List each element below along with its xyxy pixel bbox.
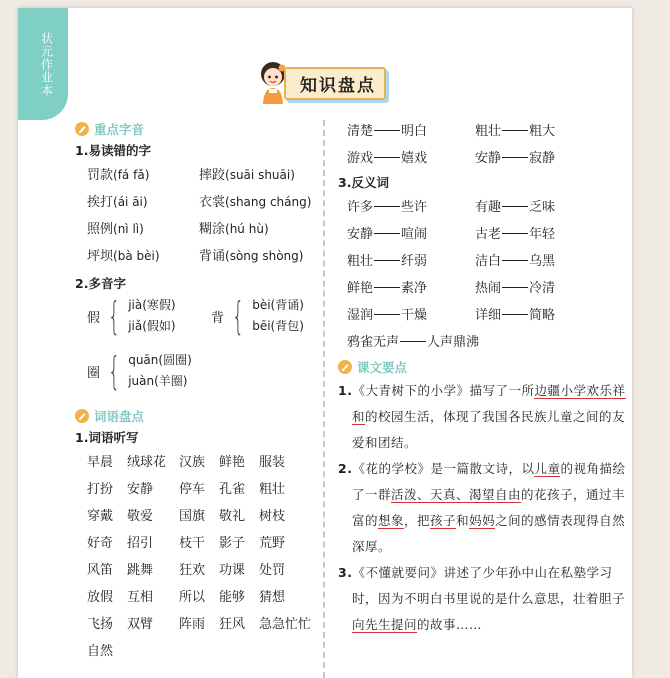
word: 坪坝: [87, 249, 114, 264]
polyphone-list: [75, 295, 320, 405]
word: 游戏: [347, 151, 374, 166]
word-pair: [347, 275, 475, 302]
dash: [400, 341, 426, 342]
word: 绒球花: [127, 455, 167, 470]
pinyin-options: (suāi shuāi): [225, 168, 295, 182]
word: 详细: [475, 308, 502, 323]
pronunciation-item: [199, 189, 329, 216]
word: 人声鼎沸: [427, 335, 480, 350]
word: 洁白: [475, 254, 502, 269]
pinyin: bà bèi: [117, 249, 155, 263]
word: 安静: [347, 227, 374, 242]
word: 功课: [219, 563, 246, 578]
antonym-row: [338, 329, 628, 356]
word: 停车: [179, 482, 206, 497]
word: 寂静: [529, 151, 556, 166]
word: 热闹: [475, 281, 502, 296]
pinyin: nì lì: [117, 222, 140, 236]
word: 打扮: [87, 482, 114, 497]
word: 狂风: [219, 617, 246, 632]
pronunciation-item: [199, 216, 329, 243]
word: 嬉戏: [401, 151, 428, 166]
word-pair: [347, 248, 475, 275]
word: 影子: [219, 536, 246, 551]
dash: [502, 233, 528, 234]
word-pair: [475, 145, 603, 172]
dash: [374, 260, 400, 261]
pronunciation-list: [75, 162, 320, 270]
dash: [502, 157, 528, 158]
polyphone-option: jiǎ(假如): [128, 319, 176, 333]
word-pair: [475, 194, 603, 221]
word: 粗壮: [347, 254, 374, 269]
subsection-title: 1.易读错的字: [75, 143, 151, 158]
word-pair: [347, 194, 475, 221]
word: 敬礼: [219, 509, 246, 524]
pronunciation-row: [75, 243, 320, 270]
word: 处罚: [259, 563, 286, 578]
word: 猜想: [259, 590, 286, 605]
word: 许多: [347, 200, 374, 215]
dash: [374, 206, 400, 207]
word: 摔跤: [199, 168, 226, 183]
pronunciation-item: [199, 243, 329, 270]
title-banner: [256, 60, 392, 106]
word: 背诵: [199, 249, 226, 264]
word-pair: [347, 221, 475, 248]
subsection-title: 3.反义词: [338, 175, 389, 190]
polyphone-options: [128, 295, 175, 337]
word: 粗壮: [475, 124, 502, 139]
polyphone-option: quān(圆圈): [128, 353, 192, 367]
word-row: [87, 557, 320, 584]
pinyin-options: (ái āi): [113, 195, 148, 209]
word: 冷清: [529, 281, 556, 296]
word: 乌黑: [529, 254, 556, 269]
word-pair-row: [338, 145, 628, 172]
polyphone-option: jià(寒假): [128, 298, 176, 312]
pinyin: ái āi: [117, 195, 143, 209]
word: 风笛: [87, 563, 114, 578]
synonym-list: [338, 118, 628, 172]
right-column: [338, 118, 628, 638]
word-row: [87, 449, 320, 476]
word: 安静: [127, 482, 154, 497]
side-tab: 状元作业本: [18, 8, 68, 120]
word: 湿润: [347, 308, 374, 323]
word: 粗大: [529, 124, 556, 139]
word: 清楚: [347, 124, 374, 139]
word: 鲜艳: [219, 455, 246, 470]
word: 飞扬: [87, 617, 114, 632]
word: 喧闹: [401, 227, 428, 242]
polyphone-char: 圈: [87, 365, 101, 381]
word: 安静: [475, 151, 502, 166]
word-row: [87, 638, 320, 665]
word: 汉族: [179, 455, 206, 470]
pinyin-options: (nì lì): [113, 222, 144, 236]
brace: {: [232, 294, 245, 338]
dash: [374, 157, 400, 158]
word-pair-row: [338, 194, 628, 221]
word: 好奇: [87, 536, 114, 551]
word: 枝干: [179, 536, 206, 551]
pronunciation-item: [87, 216, 185, 243]
word: 鸦雀无声: [347, 335, 400, 350]
pinyin: fá fǎ: [117, 168, 145, 182]
subsection-title: 2.多音字: [75, 276, 126, 291]
text-point-1: 1.《大青树下的小学》描写了一所边疆小学欢乐祥和的校园生活，体现了我国各民族儿童之间的友爱和团结。: [338, 383, 626, 450]
word-row: [87, 503, 320, 530]
pencil-icon: [75, 409, 89, 423]
polyphone-char: 假: [87, 310, 101, 326]
word-pair: [347, 302, 475, 329]
word: 阵雨: [179, 617, 206, 632]
word-pair-row: [338, 302, 628, 329]
word-pair: [475, 248, 603, 275]
dash: [502, 314, 528, 315]
word: 粗壮: [259, 482, 286, 497]
pronunciation-item: [199, 162, 329, 189]
word-pair: [475, 118, 603, 145]
word-pair-row: [338, 118, 628, 145]
word: 孔雀: [219, 482, 246, 497]
word: 些许: [401, 200, 428, 215]
pinyin-options: (hú hù): [225, 222, 269, 236]
word: 纤弱: [401, 254, 428, 269]
word: 有趣: [475, 200, 502, 215]
pronunciation-row: [75, 189, 320, 216]
pencil-icon: [338, 360, 352, 374]
pronunciation-row: [75, 162, 320, 189]
word: 糊涂: [199, 222, 226, 237]
word: 照例: [87, 222, 114, 237]
polyphone-item: [87, 295, 176, 337]
dash: [502, 206, 528, 207]
antonym-list: [338, 194, 628, 329]
dash: [502, 130, 528, 131]
word: 古老: [475, 227, 502, 242]
word: 国旗: [179, 509, 206, 524]
polyphone-options: [252, 295, 304, 337]
word: 荒野: [259, 536, 286, 551]
word-row: [87, 476, 320, 503]
dash: [502, 287, 528, 288]
word: 素净: [401, 281, 428, 296]
left-column: [75, 118, 320, 665]
word: 早晨: [87, 455, 114, 470]
pinyin-options: (bà bèi): [113, 249, 160, 263]
text-point-3: 3.《不懂就要问》讲述了少年孙中山在私塾学习时，因为不明白书里说的是什么意思，壮着胆子向先生提问的故事……: [338, 565, 626, 632]
word: 能够: [219, 590, 246, 605]
word-pair-row: [338, 275, 628, 302]
polyphone-item: [87, 350, 192, 392]
brace: {: [108, 294, 121, 338]
section-heading: 词语盘点: [75, 405, 320, 427]
pinyin: hú hù: [229, 222, 264, 236]
section-heading: 重点字音: [75, 118, 320, 140]
word: 自然: [87, 644, 114, 659]
pencil-icon: [75, 122, 89, 136]
word-pair: [475, 275, 603, 302]
pronunciation-row: [75, 216, 320, 243]
word-row: [87, 611, 320, 638]
word: 明白: [401, 124, 428, 139]
pinyin-options: (shang cháng): [225, 195, 312, 209]
page-title: 知识盘点: [284, 67, 386, 100]
brace: {: [108, 349, 121, 393]
word: 敬爱: [127, 509, 154, 524]
pronunciation-item: [87, 162, 185, 189]
dash: [374, 314, 400, 315]
word-pair: [475, 302, 603, 329]
word: 穿戴: [87, 509, 114, 524]
word: 互相: [127, 590, 154, 605]
dash: [374, 233, 400, 234]
polyphone-options: [128, 350, 192, 392]
polyphone-option: juàn(羊圈): [128, 374, 188, 388]
word: 跳舞: [127, 563, 154, 578]
word-row: [87, 530, 320, 557]
word: 鲜艳: [347, 281, 374, 296]
polyphone-char: 背: [211, 310, 225, 326]
pinyin: sòng shòng: [229, 249, 299, 263]
word: 挨打: [87, 195, 114, 210]
word: 狂欢: [179, 563, 206, 578]
word: 年轻: [529, 227, 556, 242]
word: 乏味: [529, 200, 556, 215]
word: 罚款: [87, 168, 114, 183]
word-grid: [75, 449, 320, 665]
word-pair: [347, 118, 475, 145]
subsection-title: 1.词语听写: [75, 430, 139, 445]
pronunciation-item: [87, 189, 185, 216]
dash: [374, 287, 400, 288]
polyphone-option: bèi(背诵): [252, 298, 304, 312]
dash: [502, 260, 528, 261]
polyphone-item: [211, 295, 304, 337]
word: 简略: [529, 308, 556, 323]
pinyin-options: (sòng shòng): [225, 249, 304, 263]
word-pair: [347, 145, 475, 172]
word: 树枝: [259, 509, 286, 524]
dash: [374, 130, 400, 131]
word-pair-row: [338, 248, 628, 275]
polyphone-option: bēi(背包): [252, 319, 304, 333]
pinyin: shang cháng: [229, 195, 307, 209]
word: 急急忙忙: [259, 617, 312, 632]
word: 双臂: [127, 617, 154, 632]
word: 放假: [87, 590, 114, 605]
pinyin-options: (fá fǎ): [113, 168, 150, 182]
text-point-2: 2.《花的学校》是一篇散文诗，以儿童的视角描绘了一群活泼、天真、渴望自由的花孩子，通过丰富的想象，把孩子和妈妈之间的感情表现得自然深厚。: [338, 461, 626, 554]
word: 所以: [179, 590, 206, 605]
word: 服装: [259, 455, 286, 470]
pronunciation-item: [87, 243, 185, 270]
word: 招引: [127, 536, 154, 551]
word: 干燥: [401, 308, 428, 323]
section-heading: 课文要点: [338, 356, 628, 378]
page: [18, 8, 632, 678]
word-pair-row: [338, 221, 628, 248]
word-row: [87, 584, 320, 611]
word-pair: [475, 221, 603, 248]
word: 衣裳: [199, 195, 226, 210]
pinyin: suāi shuāi: [229, 168, 291, 182]
